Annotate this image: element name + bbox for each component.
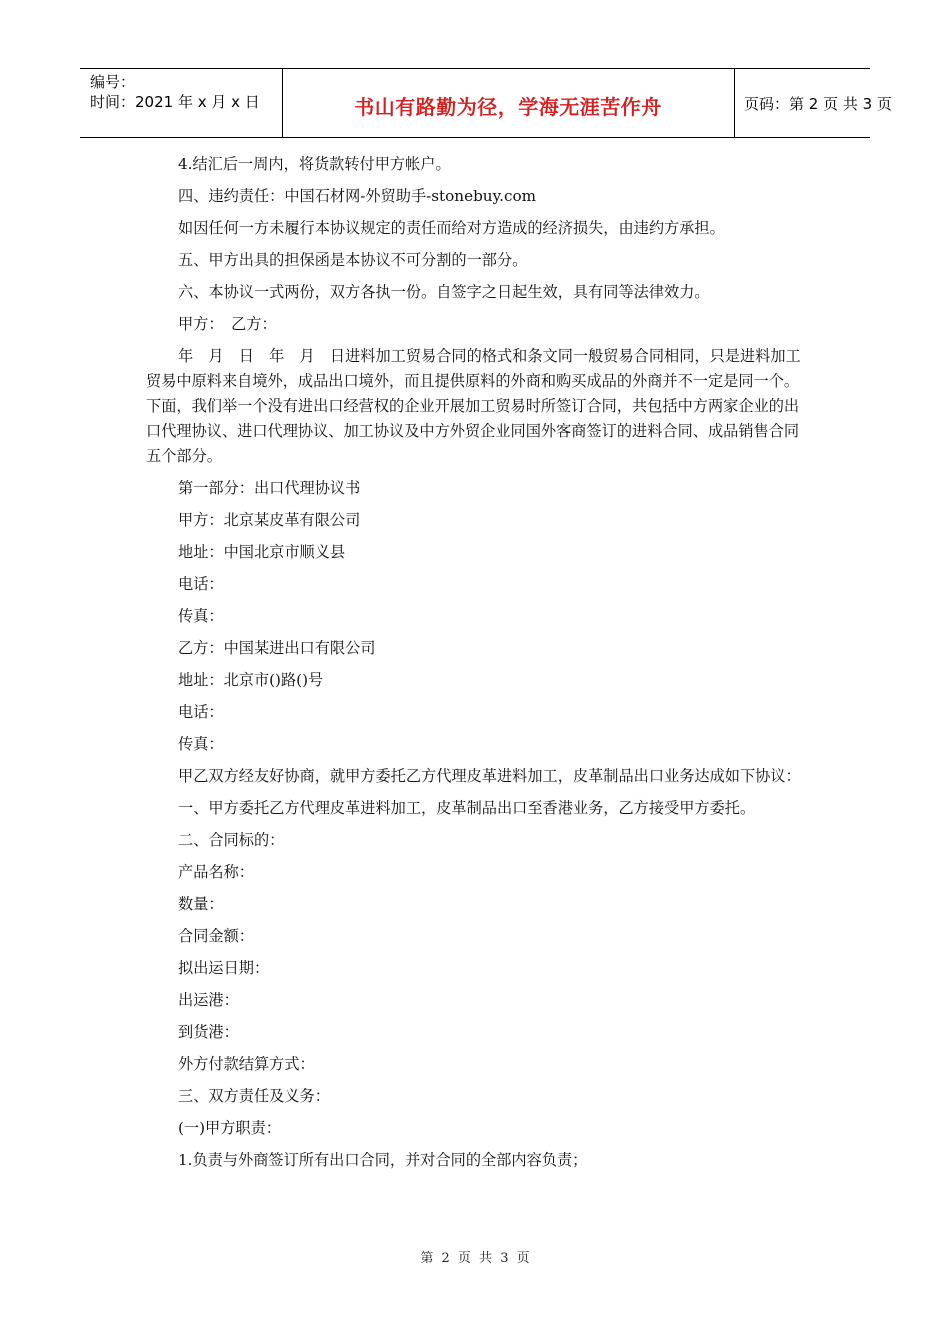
paragraph: 一、甲方委托乙方代理皮革进料加工，皮革制品出口至香港业务，乙方接受甲方委托。	[178, 799, 756, 817]
paragraph: 1.负责与外商签订所有出口合同，并对合同的全部内容负责；	[178, 1151, 588, 1169]
paragraph: 出运港：	[178, 991, 239, 1009]
paragraph: 二、合同标的：	[178, 831, 285, 849]
paragraph: 产品名称：	[178, 863, 254, 881]
header-page-cell	[735, 69, 892, 137]
page-footer: 第 2 页 共 3 页	[420, 1251, 530, 1266]
paragraph: 甲乙双方经友好协商，就甲方委托乙方代理皮革进料加工，皮革制品出口业务达成如下协议：	[178, 767, 801, 785]
paragraph: 甲方： 乙方：	[178, 315, 277, 333]
paragraph: (一)甲方职责：	[178, 1119, 281, 1137]
paragraph: 电话：	[178, 575, 224, 593]
motto-text: 书山有路勤为径，学海无涯苦作舟	[354, 95, 662, 119]
paragraph: 到货港：	[178, 1023, 239, 1041]
paragraph: 合同金额：	[178, 927, 254, 945]
paragraph: 外方付款结算方式：	[178, 1055, 315, 1073]
page-number-info: 页码：第 2 页 共 3 页	[744, 95, 892, 113]
paragraph: 四、违约责任：中国石材网-外贸助手-stonebuy.com	[178, 187, 537, 205]
paragraph: 如因任何一方未履行本协议规定的责任而给对方造成的经济损失，由违约方承担。	[178, 219, 725, 237]
paragraph: 年 月 日 年 月 日进料加工贸易合同的格式和条文同一般贸易合同相同，只是进料加工贸易中原料来自境外，成品出口境外，而且提供原料的外商和购买成品的外商并不一定是同一个。下面，我们举一个没有进出口经营权的企业开展加工贸易时所签订合同，共包括中方两家企业的出口代理协议、进口代理协议、加工协议及中方外贸企业同国外客商签订的进料合同、成品销售合同五个部分。	[146, 347, 801, 465]
paragraph: 六、本协议一式两份，双方各执一份。自签字之日起生效，具有同等法律效力。	[178, 283, 710, 301]
paragraph: 三、双方责任及义务：	[178, 1087, 330, 1105]
doc-number-label: 编号：	[90, 73, 136, 91]
paragraph: 4.结汇后一周内，将货款转付甲方帐户。	[178, 155, 451, 173]
header-info-cell	[80, 69, 283, 137]
paragraph: 传真：	[178, 735, 224, 753]
paragraph: 地址：中国北京市顺义县	[178, 543, 346, 561]
paragraph: 五、甲方出具的担保函是本协议不可分割的一部分。	[178, 251, 528, 269]
paragraph: 电话：	[178, 703, 224, 721]
paragraph: 数量：	[178, 895, 224, 913]
paragraph: 第一部分：出口代理协议书	[178, 479, 361, 497]
time-label: 时间：2021 年 x 月 x 日	[90, 93, 260, 111]
paragraph: 地址：北京市()路()号	[178, 671, 324, 689]
paragraph: 拟出运日期：	[178, 959, 270, 977]
page-header	[80, 68, 892, 138]
paragraph: 乙方：中国某进出口有限公司	[178, 639, 376, 657]
paragraph: 甲方：北京某皮革有限公司	[178, 511, 361, 529]
header-motto-cell	[282, 69, 735, 137]
document-body	[146, 152, 810, 1180]
paragraph: 传真：	[178, 607, 224, 625]
